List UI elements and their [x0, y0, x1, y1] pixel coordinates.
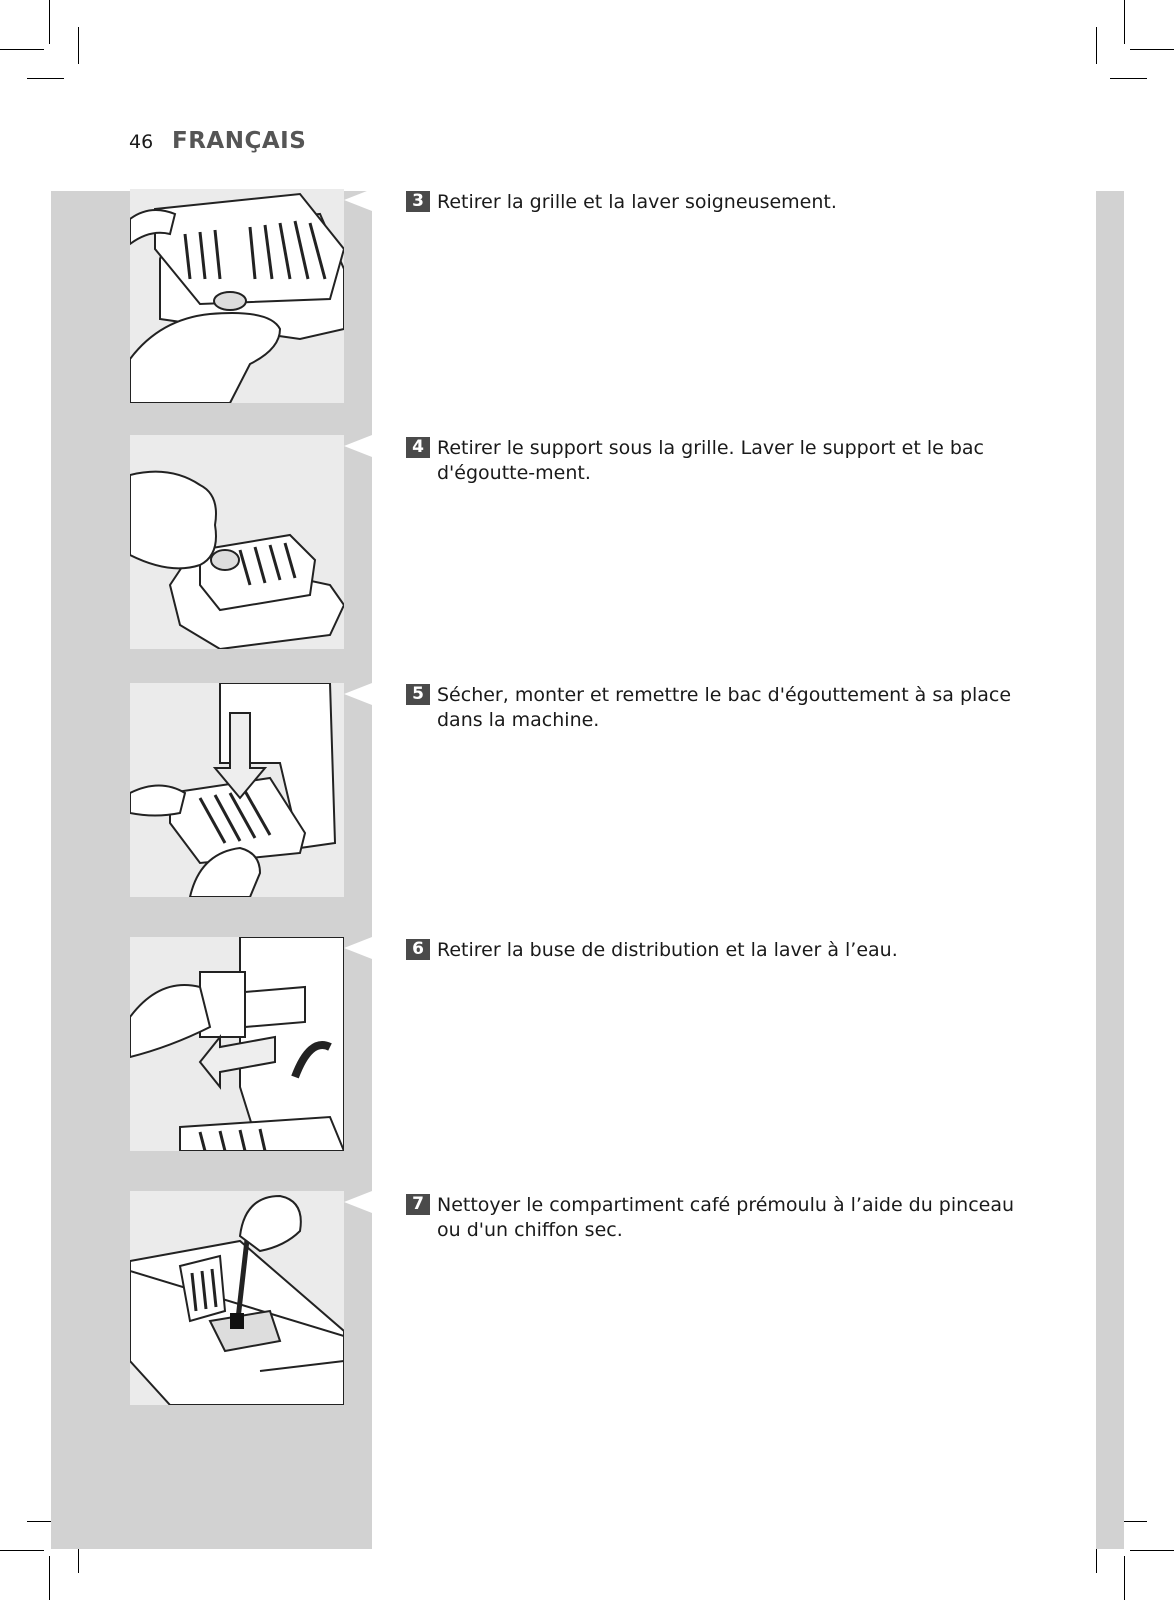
illustration-reinsert-drip-tray: [130, 683, 344, 897]
step-number-badge: 4: [406, 437, 430, 458]
crop-mark: [0, 49, 44, 50]
step-text: Sécher, monter et remettre le bac d'égouttement à sa place dans la machine.: [437, 684, 1012, 731]
crop-mark: [0, 1550, 44, 1551]
crop-mark: [49, 0, 50, 44]
step-5: [406, 683, 1036, 733]
step-number-badge: 3: [406, 191, 430, 212]
step-4: [406, 436, 1036, 486]
pointer-arrow: [344, 1191, 372, 1213]
crop-mark: [78, 27, 79, 64]
step-text: Nettoyer le compartiment café prémoulu à l’aide du pinceau ou d'un chiffon sec.: [437, 1194, 1015, 1241]
crop-mark: [1110, 78, 1147, 79]
page-number: 46: [129, 131, 154, 153]
step-6: [406, 938, 1036, 963]
illustration-remove-support: [130, 435, 344, 649]
crop-mark: [1130, 49, 1174, 50]
step-text: Retirer la buse de distribution et la laver à l’eau.: [437, 939, 898, 961]
pointer-arrow: [344, 683, 372, 705]
crop-mark: [49, 1556, 50, 1600]
step-number-badge: 5: [406, 684, 430, 705]
crop-mark: [1130, 1550, 1174, 1551]
step-3: [406, 190, 1036, 215]
illustration-remove-grille: [130, 189, 344, 403]
illustration-remove-dispensing-spout: [130, 937, 344, 1151]
crop-mark: [1096, 27, 1097, 64]
crop-mark: [1124, 0, 1125, 44]
step-number-badge: 7: [406, 1194, 430, 1215]
right-margin-band: [1096, 191, 1124, 1549]
illustration-clean-ground-coffee-compartment: [130, 1191, 344, 1405]
crop-mark: [27, 78, 64, 79]
pointer-arrow: [344, 189, 372, 211]
page-language-title: FRANÇAIS: [172, 128, 307, 154]
pointer-arrow: [344, 937, 372, 959]
crop-mark: [1124, 1556, 1125, 1600]
step-7: [406, 1193, 1036, 1243]
step-text: Retirer la grille et la laver soigneusement.: [437, 191, 837, 213]
pointer-arrow: [344, 435, 372, 457]
step-text: Retirer le support sous la grille. Laver le support et le bac d'égoutte-ment.: [437, 437, 984, 484]
step-number-badge: 6: [406, 939, 430, 960]
